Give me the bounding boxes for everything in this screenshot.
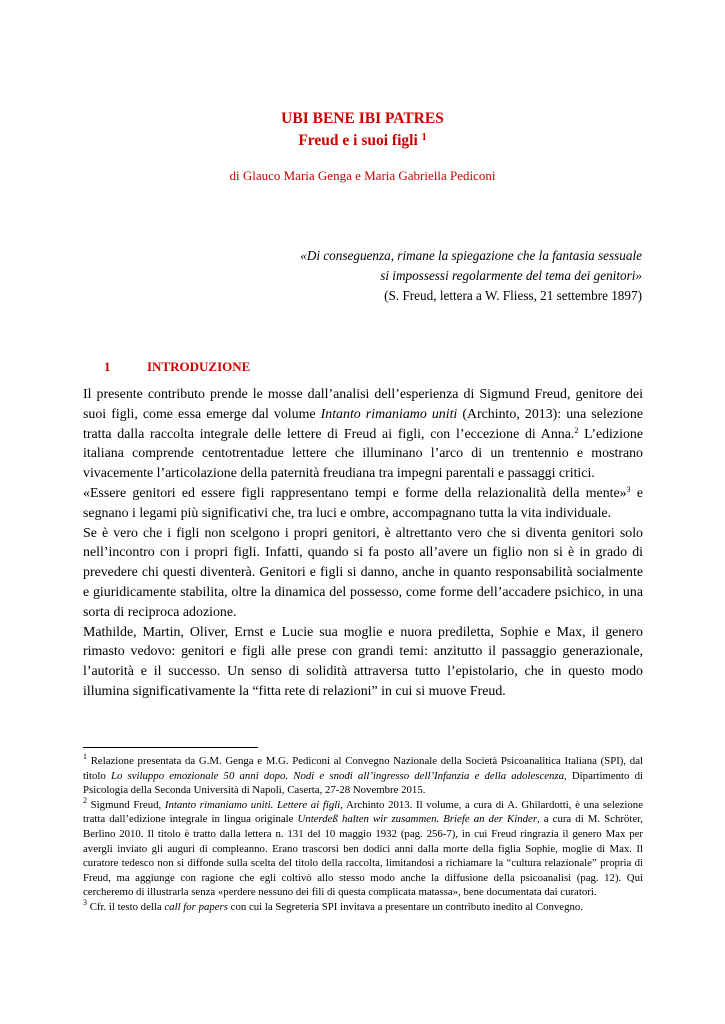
footnote-2-number: 2 [83,795,87,805]
footnote-ref-2[interactable]: 2 [574,425,579,435]
paragraph-4: Mathilde, Martin, Oliver, Ernst e Lucie sua moglie e nuora prediletta, Sophie e Max, il genero rimasto vedovo: genitori e figli alle prese con grandi temi: anzitutto il passaggio generazionale, l’autorità e il successo. Un senso di solidità attraversa tutto l’epistolario, che in questo modo illumina significativamente la “fitta rete di relazioni” in cui si muove Freud. [83,624,643,699]
body-text [83,385,643,702]
section-heading [104,359,250,375]
footnote-3 [83,897,643,915]
footnote-2-italic-2: Unterdeß halten wir zusammen. Briefe an der Kinder [297,813,538,826]
epigraph-quote-line-1: «Di conseguenza, rimane la spiegazione che la fantasia sessuale [300,248,642,263]
footnote-2-text-c: , a cura di M. Schröter, Berlino 2010. Il titolo è tratto dalla lettera n. 131 del 10 maggio 1932 (pag. 256-7), in cui Freud ringrazia il genero Max per avergli inviato gli auguri di compleanno. Erano trascorsi ben dodici anni dalla morte della figlia Sophie, moglie di Max. Il curatore tedesco non si diffonde sulla scelta del titolo della raccolta, limitandosi a richiamare la “cultura relazionale” propria di Freud, ma aggiunge con ragione che egli coltivò allo stesso modo anche la diffusione della psicoanalisi (pag. 12). Qui cercheremo di illustrarla senza «perdere nessuno dei fili di questa complicata matassa», bene documentata dai curatori. [83,813,643,899]
footnote-2 [83,795,643,900]
paragraph-3: Se è vero che i figli non scelgono i propri genitori, è altrettanto vero che si diventa genitori solo nell’incontro con i propri figli. Infatti, quando si fa posto all’avere un figlio non si è in grado di prevedere chi questi diventerà. Genitori e figli si danno, anche in quanto responsabilità socialmente e giuridicamente stabilita, oltre la dinamica del possesso, come forme dell’accadere psichico, in una sorta di reciproca adozione. [83,525,643,620]
footnote-3-text-b: con cui la Segreteria SPI invitava a presentare un contributo inedito al Convegno. [227,900,583,913]
footnote-1-text-a: Relazione presentata da G.M. Genga e M.G. Pediconi al Convegno Nazionale della Società Psicoanalitica Italiana (SPI), dal titolo [83,755,643,782]
paper-authors: di Glauco Maria Genga e Maria Gabriella Pediconi [229,168,496,183]
footnote-1-text-b: , Dipartimento di Psicologia della Seconda Università di Napoli, Caserta, 27-28 Novembre 2015. [83,769,643,797]
footnote-3-italic: call for papers [164,900,228,913]
footnotes [83,754,643,915]
paragraph-1 [83,385,643,484]
footnote-2-text-b: , Archinto 2013. Il volume, a cura di A. Ghilardotti, è una selezione tratta dall’edizione integrale in lingua originale [83,798,643,826]
paragraph-2-text-a: «Essere genitori ed essere figli rappresentano tempi e forme della relazionalità della mente» [83,485,627,501]
section-number: 1 [104,359,111,374]
footnote-3-number: 3 [83,897,87,907]
section-title: INTRODUZIONE [147,359,251,374]
footnote-3-text-a: Cfr. il testo della [87,900,165,913]
footnote-2-text-a: Sigmund Freud, [87,798,165,811]
title-subtitle: Freud e i suoi figli [298,132,418,149]
footnote-1 [83,754,643,798]
epigraph-source: (S. Freud, lettera a W. Fliess, 21 settembre 1897) [384,288,642,303]
title-line-2 [0,130,725,152]
paragraph-1-text-c: L’edizione italiana comprende centotrentadue lettere che illuminano l’arco di un trentennio e mostrano vivacemente l’articolazione della paternità freudiana tra impegni parentali e passaggi critici. [83,426,644,482]
footnote-divider [83,747,258,748]
footnote-1-number: 1 [83,752,87,761]
epigraph [122,246,642,306]
book-title-italic: Intanto rimaniamo uniti [320,406,458,422]
paragraph-2 [83,484,643,524]
paragraph-1-text-b: (Archinto, 2013): una selezione tratta dalla raccolta integrale delle lettere di Freud ai figli, con l’eccezione di Anna. [83,406,643,442]
title-line-1: UBI BENE IBI PATRES [281,110,444,127]
paragraph-2-text-b: e segnano i legami più significativi che, tra luci e ombre, accompagnano tutta la vita individuale. [83,485,643,521]
footnote-2-italic-1: Intanto rimaniamo uniti. Lettere ai figli [164,798,341,811]
title-footnote-ref[interactable]: 1 [421,132,427,143]
epigraph-quote-line-2: si impossessi regolarmente del tema dei genitori» [380,268,642,283]
paragraph-1-text-a: Il presente contributo prende le mosse dall’analisi dell’esperienza di Sigmund Freud, genitore dei suoi figli, come essa emerge dal volume [83,387,643,422]
paper-title [0,108,725,152]
footnote-ref-3[interactable]: 3 [626,484,631,494]
footnote-1-italic: Lo sviluppo emozionale 50 anni dopo. Nodi e snodi all’ingresso dell’Infanzia e della adolescenza [110,769,565,782]
